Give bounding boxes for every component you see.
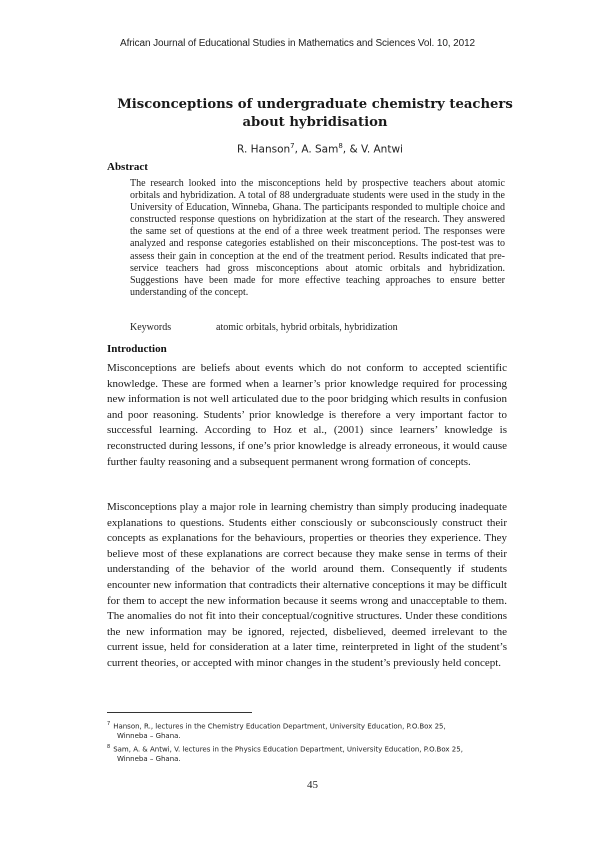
introduction-paragraph-2: Misconceptions play a major role in learning chemistry than simply producing inadequate explanations to questions. Students either consciously or subconsciously construct their concepts as explanations for the behaviours, properties or theories they experience. They believe most of these explanations are correct because they make sense in terms of their understanding of the behavior of the world around them. Consequently if students encounter new information that contradicts their alternative conceptions it may be difficult for them to accept the new information because it seems wrong and unacceptable to them. The anomalies do not fit into their conceptual/cognitive structures. Under these conditions the new information may be ignored, rejected, disbelieved, deemed irrelevant to the current issue, held for consideration at a later time, reinterpreted in light of the student’s current theories, or accepted with minor changes in the student’s previously held concept. [107, 501, 507, 669]
footnote-7 [107, 719, 527, 741]
author-hanson: R. Hanson [237, 143, 291, 156]
footnote-ref-8[interactable]: 8 [338, 142, 343, 150]
introduction-paragraph-1: Misconceptions are beliefs about events which do not conform to accepted scientific knowledge. These are formed when a learner’s prior knowledge required for processing new information is not well articulated due to the poor bridging which results in confusion and poor reasoning. Students’ prior knowledge is therefore a very important factor to successful learning. According to Hoz et al., (2001) since learners’ knowledge is reconstructed during lessons, if one’s prior knowledge is already erroneous, it would cause further faulty reasoning and a subsequent permanent wrong formation of concepts. [107, 362, 507, 468]
footnote-7-line2: Winneba – Ghana. [117, 732, 181, 741]
abstract-text: The research looked into the misconceptions held by prospective teachers about atomic orbitals and hybridization. A total of 88 undergraduate students were used in the study in the University of Education, Winneba, Ghana. The participants responded to multiple choice and constructed response questions on hybridization at the start of the research. They answered the same set of questions at the end of a three week treatment period. The responses were analyzed and response categories established on their misconceptions. The post-test was to assess their gain in conception at the end of the treatment period. Results indicated that pre-service teachers had gross misconceptions about atomic orbitals and hybridization. Suggestions have been made for more effective teaching approaches to ensure better understanding of the concept. [130, 178, 505, 298]
footnote-8-line2: Winneba – Ghana. [117, 755, 181, 764]
page-number: 45 [307, 779, 318, 791]
footnote-8 [107, 742, 527, 764]
keywords-row [130, 322, 398, 333]
footnote-separator [107, 712, 252, 713]
running-header: African Journal of Educational Studies in Mathematics and Sciences Vol. 10, 2012 [120, 38, 475, 49]
footnote-ref-7[interactable]: 7 [290, 142, 295, 150]
keywords-label: Keywords [130, 322, 172, 333]
footnote-7-mark: 7 [107, 721, 111, 727]
keywords-value: atomic orbitals, hybrid orbitals, hybridization [216, 322, 398, 333]
author-antwi: , & V. Antwi [342, 143, 403, 156]
footnote-8-mark: 8 [107, 744, 111, 750]
author-line [100, 142, 540, 156]
footnote-7-line1: Hanson, R., lectures in the Chemistry Education Department, University Education, P.O.Box 25, [113, 722, 446, 731]
author-sam: , A. Sam [294, 143, 339, 156]
introduction-heading: Introduction [107, 343, 167, 355]
article-title: Misconceptions of undergraduate chemistry teachers about hybridisation [117, 97, 513, 130]
abstract-heading: Abstract [107, 161, 148, 173]
footnote-8-line1: Sam, A. & Antwi, V. lectures in the Physics Education Department, University Education, P.O.Box 25, [113, 745, 463, 754]
